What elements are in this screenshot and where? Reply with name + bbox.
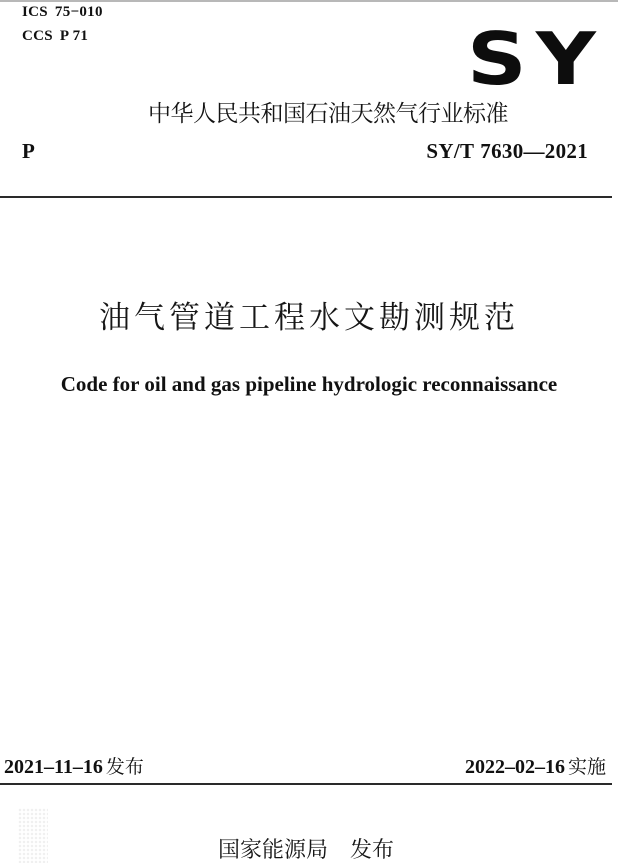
standard-prefix: SY/T <box>426 139 475 163</box>
issue-date <box>4 752 144 779</box>
ics-value: 75−010 <box>54 4 103 20</box>
implementation-label: 实施 <box>567 756 606 778</box>
ccs-label: CCS <box>22 28 53 44</box>
ccs-code <box>22 28 95 45</box>
ics-label: ICS <box>22 4 48 20</box>
publisher-name: 国家能源局 <box>218 838 329 863</box>
standard-value: 7630—2021 <box>480 139 588 163</box>
page-top-border <box>0 0 618 2</box>
issue-date-value: 2021‒11‒16 <box>4 756 103 778</box>
issue-label: 发布 <box>105 756 144 778</box>
implementation-date-value: 2022‒02‒16 <box>464 756 565 778</box>
standard-number <box>420 139 588 164</box>
header-divider <box>0 196 612 198</box>
footer-divider <box>0 783 612 785</box>
industry-standard-heading: 中华人民共和国石油天然气行业标准 <box>148 101 508 127</box>
ccs-value: P 71 <box>59 28 89 44</box>
scan-noise <box>18 808 48 863</box>
document-title-chinese: 油气管道工程水文勘测规范 <box>99 300 519 336</box>
sy-logo: SY <box>467 17 605 101</box>
document-title-english: Code for oil and gas pipeline hydrologic reconnaissance <box>60 372 558 396</box>
category-code: P <box>22 139 35 163</box>
ics-code <box>22 4 110 21</box>
publisher <box>218 833 394 864</box>
implementation-date <box>465 752 606 779</box>
publish-label: 发布 <box>350 838 395 863</box>
